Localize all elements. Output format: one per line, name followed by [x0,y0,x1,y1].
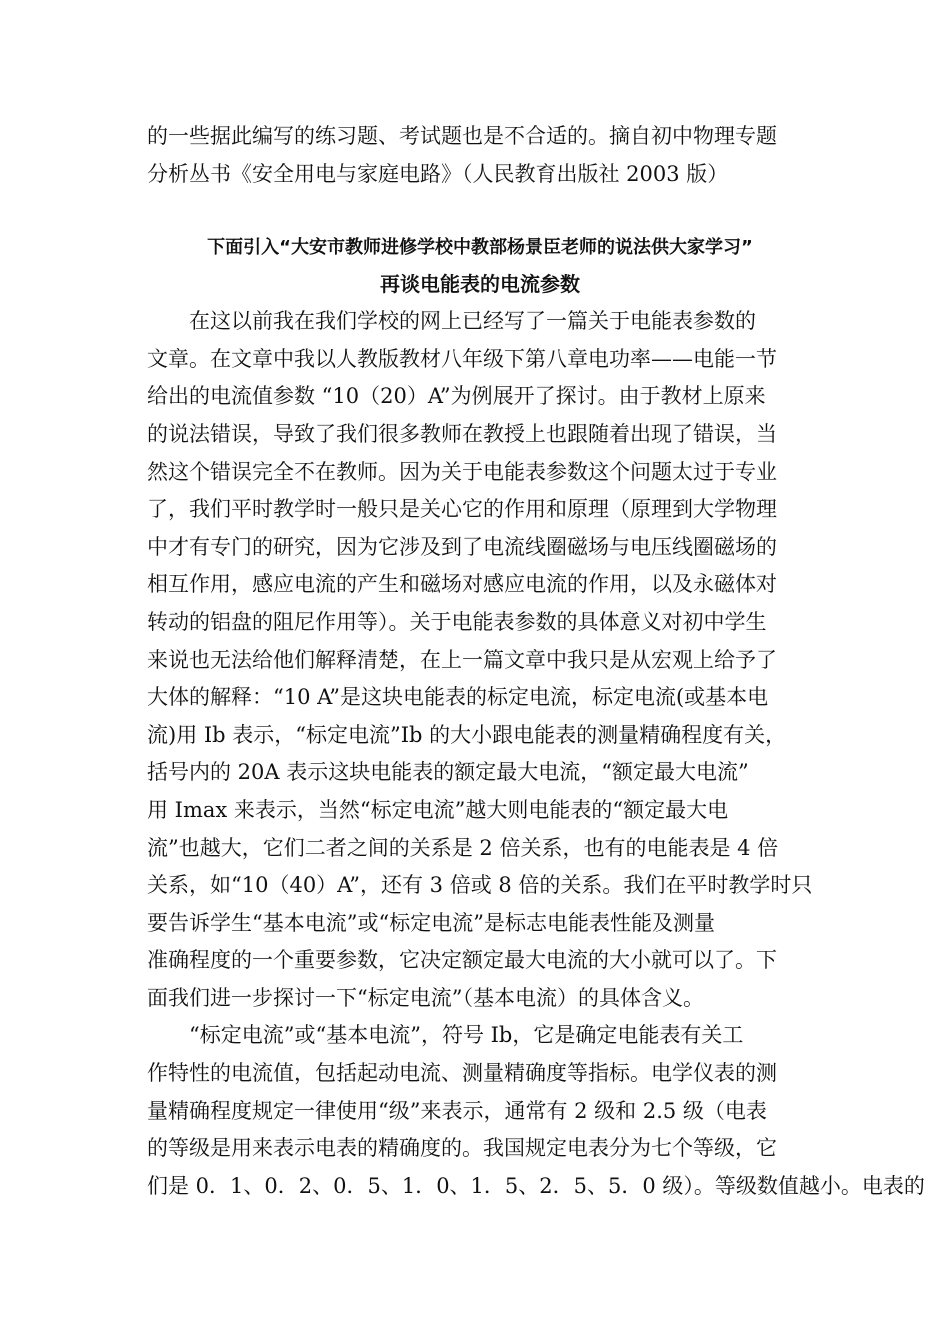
text-line: 的等级是用来表示电表的精确度的。我国规定电表分为七个等级，它 [147,1136,777,1161]
text-line: 量精确程度规定一律使用“级”来表示，通常有 2 级和 2.5 级（电表 [147,1098,767,1123]
article-title: 再谈电能表的电流参数 [380,272,580,297]
paragraph-2 [147,1017,925,1205]
text-line: “标定电流”或“基本电流”，符号 Ib，它是确定电能表有关工 [189,1023,744,1048]
text-line: 用 Imax 来表示，当然“标定电流”越大则电能表的“额定最大电 [147,797,729,822]
text-line: 的一些据此编写的练习题、考试题也是不合适的。摘自初中物理专题 [147,124,777,148]
text-line: 然这个错误完全不在教师。因为关于电能表参数这个问题太过于专业 [147,459,777,484]
paragraph-1 [147,303,813,1017]
text-line: 来说也无法给他们解释清楚，在上一篇文章中我只是从宏观上给予了 [147,647,777,672]
text-line: 大体的解释：“10 A”是这块电能表的标定电流，标定电流(或基本电 [147,685,769,710]
text-line: 给出的电流值参数 “10（20）A”为例展开了探讨。由于教材上原来 [147,384,766,409]
text-line: 关系，如“10（40）A”，还有 3 倍或 8 倍的关系。我们在平时教学时只 [147,873,813,898]
document-body [147,118,925,1205]
text-line: 转动的铝盘的阻尼作用等）。关于电能表参数的具体意义对初中学生 [147,609,767,634]
text-line: 分析丛书《安全用电与家庭电路》（人民教育出版社 2003 版） [147,161,729,186]
text-line: 中才有专门的研究，因为它涉及到了电流线圈磁场与电压线圈磁场的 [147,534,777,559]
text-line: 在这以前我在我们学校的网上已经写了一篇关于电能表参数的 [189,309,756,334]
text-line: 要告诉学生“基本电流”或“标定电流”是标志电能表性能及测量 [147,910,715,935]
text-line: 的说法错误，导致了我们很多教师在教授上也跟随着出现了错误，当 [147,421,777,446]
text-line: 相互作用，感应电流的产生和磁场对感应电流的作用，以及永磁体对 [147,572,777,597]
text-line: 准确程度的一个重要参数，它决定额定最大电流的大小就可以了。下 [147,948,777,973]
text-line: 流)用 Ib 表示，“标定电流”Ib 的大小跟电能表的测量精确程度有关， [147,722,787,747]
text-line: 们是 0．1、0．2、0．5、1．0、1．5、2．5、5．0 级）。等级数值越小。电表的 [147,1173,925,1198]
text-line: 文章。在文章中我以人教版教材八年级下第八章电功率——电能一节 [147,346,777,371]
text-line: 流”也越大，它们二者之间的关系是 2 倍关系，也有的电能表是 4 倍 [147,835,779,860]
text-line: 作特性的电流值，包括起动电流、测量精确度等指标。电学仪表的测 [147,1061,777,1086]
intro-heading: 下面引入“大安市教师进修学校中教部杨景臣老师的说法供大家学习” [207,237,753,259]
text-line: 面我们进一步探讨一下“标定电流”（基本电流）的具体含义。 [147,985,704,1010]
text-line: 了，我们平时教学时一般只是关心它的作用和原理（原理到大学物理 [147,497,777,522]
continuation-paragraph [147,118,813,193]
text-line: 括号内的 20A 表示这块电能表的额定最大电流，“额定最大电流” [147,760,749,785]
spacer [147,193,813,231]
